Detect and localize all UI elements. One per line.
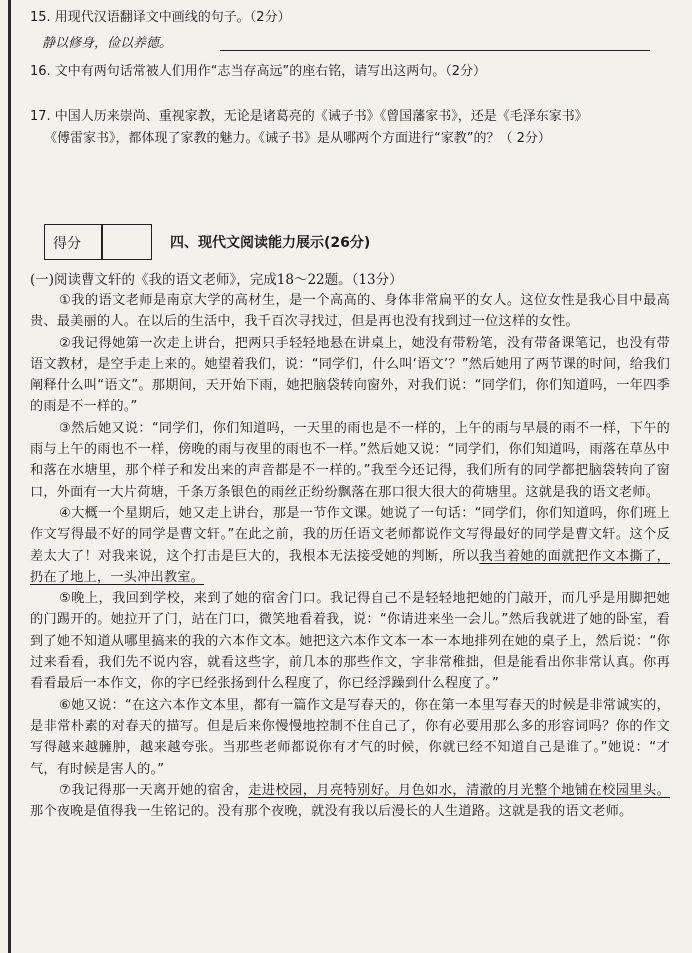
score-label: 得分: [53, 236, 81, 252]
paragraph-4: [30, 503, 670, 588]
paragraph-4-text: ④大概一个星期后，她又走上讲台，那是一节作文课。她说了一句话：“同学们，你们知道吗，你们班上作文写得最不好的同学是曹文轩。”在此之前，我的历任语文老师都说作文写得最好的同学是曹文轩。这个反差太大了！对我来说，这个打击是巨大的，我根本无法接受她的判断，所以: [30, 505, 670, 564]
paragraph-6: ⑥她又说：“在这六本作文本里，都有一篇作文是写春天的，你在第一本里写春天的时候是非常诚实的，是非常朴素的对春天的描写。但是后来你慢慢地控制不住自己了，你有必要用那么多的形容词吗？你的作文写得越来越臃肿，越来越夸张。当那些老师都说你有才气的时候，你就已经不知道自己是谁了。”她说：“才气，有时候是害人的。”: [30, 697, 670, 777]
answer-line: [220, 50, 650, 51]
score-box: [44, 224, 152, 260]
question-17-line-2: 《傅雷家书》，都体现了家教的魅力。《诫子书》是从哪两个方面进行“家教”的？（ 2分）: [44, 131, 551, 146]
question-15: [30, 6, 670, 29]
paragraph-4-underlined: 我当着她的面就把作文本撕了，扔在了地上，一头冲出教室。: [30, 548, 670, 585]
paragraph-3: ③然后她又说：“同学们，你们知道吗，一天里的雨也是不一样的，上午的雨与早晨的雨不一样，下午的雨与上午的雨也不一样，傍晚的雨与夜里的雨也不一样。”然后她又说：“同学们，你们知道吗，雨落在草丛中和落在水塘里，那个样子和发出来的声音都是不一样的。”我至今还记得，我们所有的同学都把脑袋转向了窗口，外面有一大片荷塘，千条万条银色的雨丝正纷纷飘落在那口很大很大的荷塘里。这就是我的语文老师。: [30, 420, 670, 500]
reading-passage: [30, 290, 670, 822]
page-binding-edge: [8, 0, 11, 953]
section-title: 四、现代文阅读能力展示(26分): [170, 235, 371, 251]
reading-intro: (一)阅读曹文轩的《我的语文老师》，完成18～22题。（13分）: [30, 272, 403, 288]
score-box-divider: [101, 225, 103, 259]
question-17: [30, 106, 670, 150]
question-16: [30, 60, 670, 83]
question-15-sentence: 静以修身，俭以养德。: [42, 36, 173, 51]
question-15-text: 15. 用现代汉语翻译文中画线的句子。（2分）: [30, 10, 291, 25]
paragraph-7-text-start: ⑦我记得那一天离开她的宿舍，: [59, 782, 249, 798]
paragraph-7: [30, 780, 670, 823]
paragraph-2: ②我记得她第一次走上讲台，把两只手轻轻地悬在讲桌上，她没有带粉笔，没有带备课笔记，也没有带语文教材，是空手走上来的。她望着我们，说：“同学们，什么叫‘语文’？”然后她用了两节课的时间，给我们阐释什么叫“语文”。那期间，天开始下雨，她把脑袋转向窗外，对我们说：“同学们，你们知道吗，一年四季的雨是不一样的。”: [30, 335, 670, 415]
paragraph-5: ⑤晚上，我回到学校，来到了她的宿舍门口。我记得自己不是轻轻地把她的门敲开，而几乎是用脚把她的门踢开的。她拉开了门，站在门口，微笑地看着我，说：“你请进来坐一会儿。”然后我就进了她的卧室，看到了她不知道从哪里搞来的我的六本作文本。她把这六本作文本一本一本地排列在她的桌子上，然后说：“你过来看看，我们先不说内容，就看这些字，前几本的那些作文，字非常稚拙，但是能看出你非常认真。你再看看最后一本作文，你的字已经张扬到什么程度了，你已经浮躁到什么程度了。”: [30, 591, 670, 692]
paragraph-1: ①我的语文老师是南京大学的高材生，是一个高高的、身体非常扁平的女人。这位女性是我心目中最高贵、最美丽的人。在以后的生活中，我千百次寻找过，但是再也没有找到过一位这样的女性。: [30, 293, 670, 330]
paragraph-7-underlined: 走进校园，月亮特别好。月色如水，清澈的月光整个地铺在校园里头。: [248, 782, 671, 798]
question-16-text: 16. 文中有两句话常被人们用作“志当存高远”的座右铭，请写出这两句。（2分）: [30, 64, 487, 79]
section-header: [44, 224, 464, 260]
paragraph-7-text-end: 那个夜晚是值得我一生铭记的。没有那个夜晚，就没有我以后漫长的人生道路。这就是我的语文老师。: [30, 804, 633, 820]
question-17-line-1: 17. 中国人历来崇尚、重视家教，无论是诸葛亮的《诫子书》《曾国藩家书》，还是《毛泽东家书》: [30, 109, 588, 124]
